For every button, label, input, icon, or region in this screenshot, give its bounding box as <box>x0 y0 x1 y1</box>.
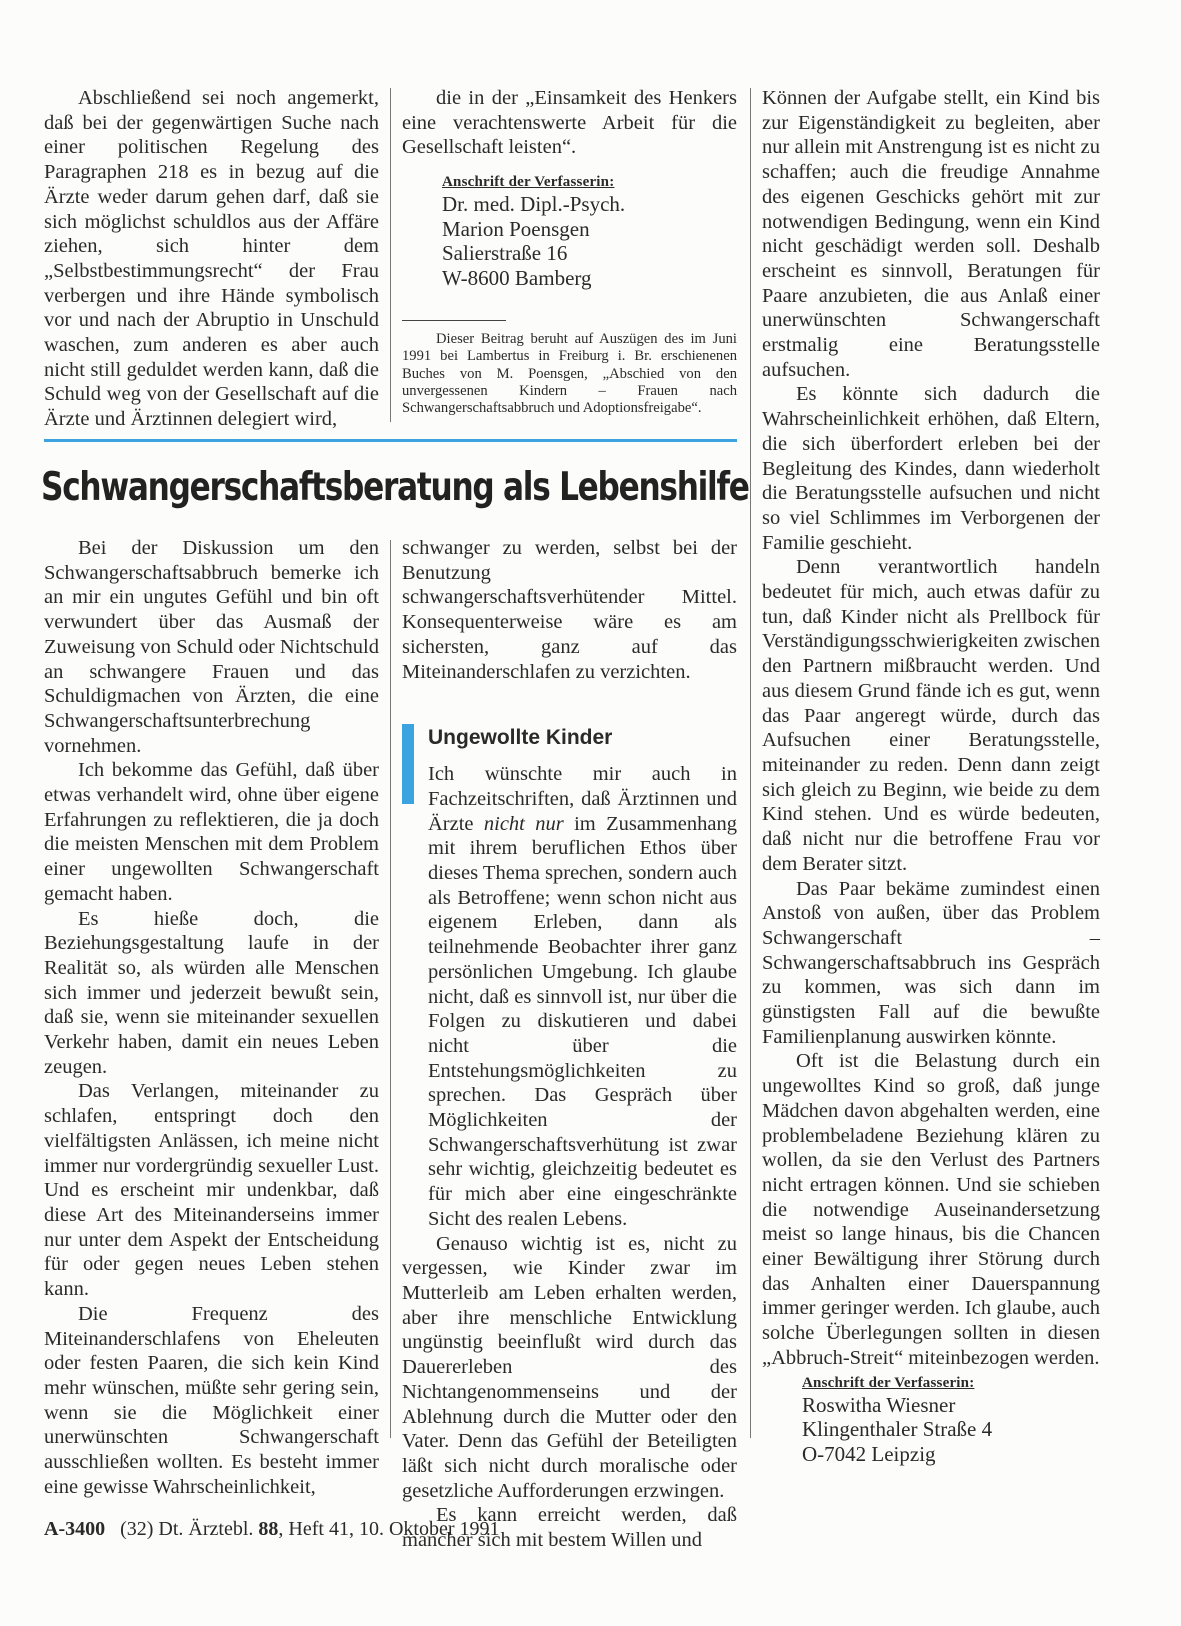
article-paragraph: Es könnte sich dadurch die Wahrscheinlichkeit erhöhen, daß Eltern, die sich überfordert erleben bei der Begleitung des Kindes, dann wiederholt die Beratungsstelle aufsuchen und nicht so viel Schlimmes im Verborgenen der Familie geschieht. <box>762 383 1100 554</box>
column-divider <box>390 88 391 422</box>
address-line: Roswitha Wiesner <box>802 1392 956 1417</box>
column-divider <box>390 540 391 1438</box>
journal-ref: (32) Dt. Ärztebl. <box>120 1518 259 1540</box>
address-line: W-8600 Bamberg <box>442 265 592 290</box>
subsection-first-paragraph <box>402 762 737 1231</box>
article-paragraph: Können der Aufgabe stellt, ein Kind bis zur Eigenständigkeit zu begleiten, aber nur allein mit Anstrengung ist es nicht zu schaffen; auch die freudige Annahme des eigenen Geschicks gehört mit zur notwendigen Bedingung, wenn ein Kind nicht geschädigt werden soll. Deshalb erscheint es sinnvoll, Beratungen für Paare anzubieten, die aus Anlaß einer unerwünschten Schwangerschaft erstmalig eine Beratungsstelle aufsuchen. <box>762 87 1100 381</box>
text-run: im Zusammenhang mit ihrem beruflichen Ethos über dieses Thema sprechen, sondern auch als Betroffene; wenn schon nicht aus eigenem Erleben, dann als teilnehmende Beobachter ihrer ganz persönlichen Umgebung. Ich glaube nicht, daß es sinnvoll ist, nur über die Folgen zu diskutieren und dabei nicht über die Entstehungsmöglichkeiten zu sprechen. Das Gespräch über Möglichkeiten der Schwangerschaftsverhütung ist zwar sehr wichtig, gleichzeitig bedeutet es für mich aber eine eingeschränkte Sicht des realen Lebens. <box>428 812 738 1230</box>
emphasis: nicht nur <box>483 812 564 835</box>
article-column-2 <box>402 536 737 1553</box>
section-rule <box>44 439 737 442</box>
article-column-3 <box>762 86 1100 1466</box>
subheading: Ungewollte Kinder <box>428 726 613 750</box>
footnote: Dieser Beitrag beruht auf Auszügen des im Juni 1991 bei Lambertus in Freiburg i. Br. erschienenen Buches von M. Poensgen, „Abschied von den unvergessenen Kindern – Frauen nach Schwangerschaftsabbruch und Adoptionsfreigabe“. <box>402 331 737 416</box>
article-paragraph: Das Verlangen, miteinander zu schlafen, entspringt doch den vielfältigsten Anlässen, ich meine nicht immer nur vordergründig sexueller Lust. Und es erscheint mir undenkbar, daß diese Art des Miteinanderseins immer nur unter dem Aspekt der Entscheidung für oder gegen neues Leben stehen kann. <box>44 1080 379 1301</box>
address-line: O-7042 Leipzig <box>802 1441 936 1466</box>
author-address-2 <box>762 1373 1100 1467</box>
article-column-1 <box>44 536 379 1499</box>
article-paragraph: Die Frequenz des Miteinanderschlafens von Eheleuten oder festen Paaren, die sich kein Kind mehr wünschen, müßte sehr gering sein, wenn sie die Möglichkeit einer unerwünschten Schwangerschaft ausschließen wollten. Es besteht immer eine gewisse Wahrscheinlichkeit, <box>44 1302 379 1498</box>
address-line: Marion Poensgen <box>442 216 590 241</box>
footnote-rule <box>402 320 506 321</box>
text-run: Ich wünschte mir auch in Fachzeitschriften, daß Ärztinnen und Ärzte <box>428 763 737 835</box>
top-col1-paragraph: Abschließend sei noch angemerkt, daß bei der gegenwärtigen Suche nach einer politischen Regelung des Paragraphen 218 es in bezug auf die Ärzte weder darum gehen darf, daß sie sich möglichst schuldlos aus der Affäre ziehen, sich hinter dem „Selbstbestimmungsrecht“ der Frau verbergen und ihre Hände symbolisch vor und nach der Abruptio in Unschuld waschen, zum anderen es aber auch nicht still geduldet werden kann, daß die Schuld weg von der Gesellschaft auf die Ärzte und Ärztinnen delegiert wird, <box>44 87 379 431</box>
article-paragraph: Oft ist die Belastung durch ein ungewolltes Kind so groß, daß junge Mädchen davon abgehalten werden, eine problembeladene Beziehung klären zu wollen, da sie den Verlust des Partners nicht ertragen können. Und sie schieben die notwendige Auseinandersetzung meist so lange hinaus, bis die Chancen einer Bewältigung ihrer Störung durch das Anhalten einer Dauerspannung immer geringer werden. Ich glaube, auch solche Überlegungen sollten in diesen „Abbruch-Streit“ miteinbezogen werden. <box>762 1050 1100 1369</box>
article-headline: Schwangerschaftsberatung als Lebenshilfe <box>41 465 749 510</box>
article-paragraph: Es kann erreicht werden, daß mancher sich mit bestem Willen und <box>402 1504 737 1552</box>
volume-number: 88 <box>258 1518 279 1540</box>
top-col2-paragraph: die in der „Einsamkeit des Henkers eine verachtenswerte Arbeit für die Gesellschaft leisten“. <box>402 87 737 159</box>
address-label: Anschrift der Verfasserin: <box>442 174 615 191</box>
article-paragraph: Denn verantwortlich handeln bedeutet für mich, auch etwas dafür zu tun, daß Kinder nicht als Prellbock für Verständigungsschwierigkeiten zwischen den Partnern mißbraucht werden. Und aus diesem Grund fände ich es gut, wenn das Paar angeregt würde, durch das Aufsuchen einer Beratungsstelle, miteinander zu reden. Denn dann zeigt sich gleich zu Beginn, wie beide zu dem Kind stehen. Und es würde bedeuten, daß nicht nur die betroffene Frau vor dem Berater sitzt. <box>762 556 1100 875</box>
article-paragraph: schwanger zu werden, selbst bei der Benutzung schwangerschaftsverhütender Mittel. Konsequenterweise wäre es am sichersten, ganz auf das Miteinanderschlafen zu verzichten. <box>402 537 737 683</box>
article-paragraph <box>428 762 737 1231</box>
accent-bar <box>402 724 414 804</box>
page-footer <box>44 1517 499 1541</box>
column-divider <box>750 88 751 1438</box>
issue-date: , Heft 41, 10. Oktober 1991 <box>278 1518 500 1540</box>
top-column-1 <box>44 86 379 432</box>
address-line: Dr. med. Dipl.-Psych. <box>442 192 626 217</box>
address-line: Klingenthaler Straße 4 <box>802 1417 993 1442</box>
author-address-1 <box>402 172 737 290</box>
article-paragraph: Es hieße doch, die Beziehungsgestaltung laufe in der Realität so, als würden alle Menschen sich immer und jederzeit bewußt sein, daß sie, wenn sie miteinander sexuellen Verkehr haben, damit ein neues Leben zeugen. <box>44 907 379 1078</box>
address-line: Salierstraße 16 <box>442 241 568 266</box>
page-code: A-3400 <box>44 1518 106 1540</box>
article-paragraph: Genauso wichtig ist es, nicht zu vergessen, wie Kinder zwar im Mutterleib am Leben erhalten werden, aber ihre menschliche Entwicklung ungünstig beeinflußt wird durch das Dauererleben des Nichtangenommenseins und der Ablehnung durch die Mutter oder den Vater. Denn das Gefühl der Beteiligten läßt sich nicht durch moralische oder gesetzliche Aufforderungen erzwingen. <box>402 1232 737 1502</box>
address-label: Anschrift der Verfasserin: <box>802 1374 975 1391</box>
subheading-block <box>402 724 737 1231</box>
top-column-2 <box>402 86 737 417</box>
article-paragraph: Das Paar bekäme zumindest einen Anstoß von außen, über das Problem Schwangerschaft – Schwangerschaftsabbruch ins Gespräch zu kommen, was sich dann im günstigsten Fall auf die bewußte Familienplanung auswirken könnte. <box>762 877 1100 1048</box>
article-paragraph: Ich bekomme das Gefühl, daß über etwas verhandelt wird, ohne über eigene Erfahrungen zu reflektieren, die ja doch die meisten Menschen mit dem Problem einer ungewollten Schwangerschaft gemacht haben. <box>44 759 379 905</box>
article-paragraph: Bei der Diskussion um den Schwangerschaftsabbruch bemerke ich an mir ein ungutes Gefühl und bin oft verwundert über das Ausmaß der Zuweisung von Schuld oder Nichtschuld an schwangere Frauen und das Schuldigmachen von Ärzten, die eine Schwangerschaftsunterbrechung vornehmen. <box>44 537 379 757</box>
